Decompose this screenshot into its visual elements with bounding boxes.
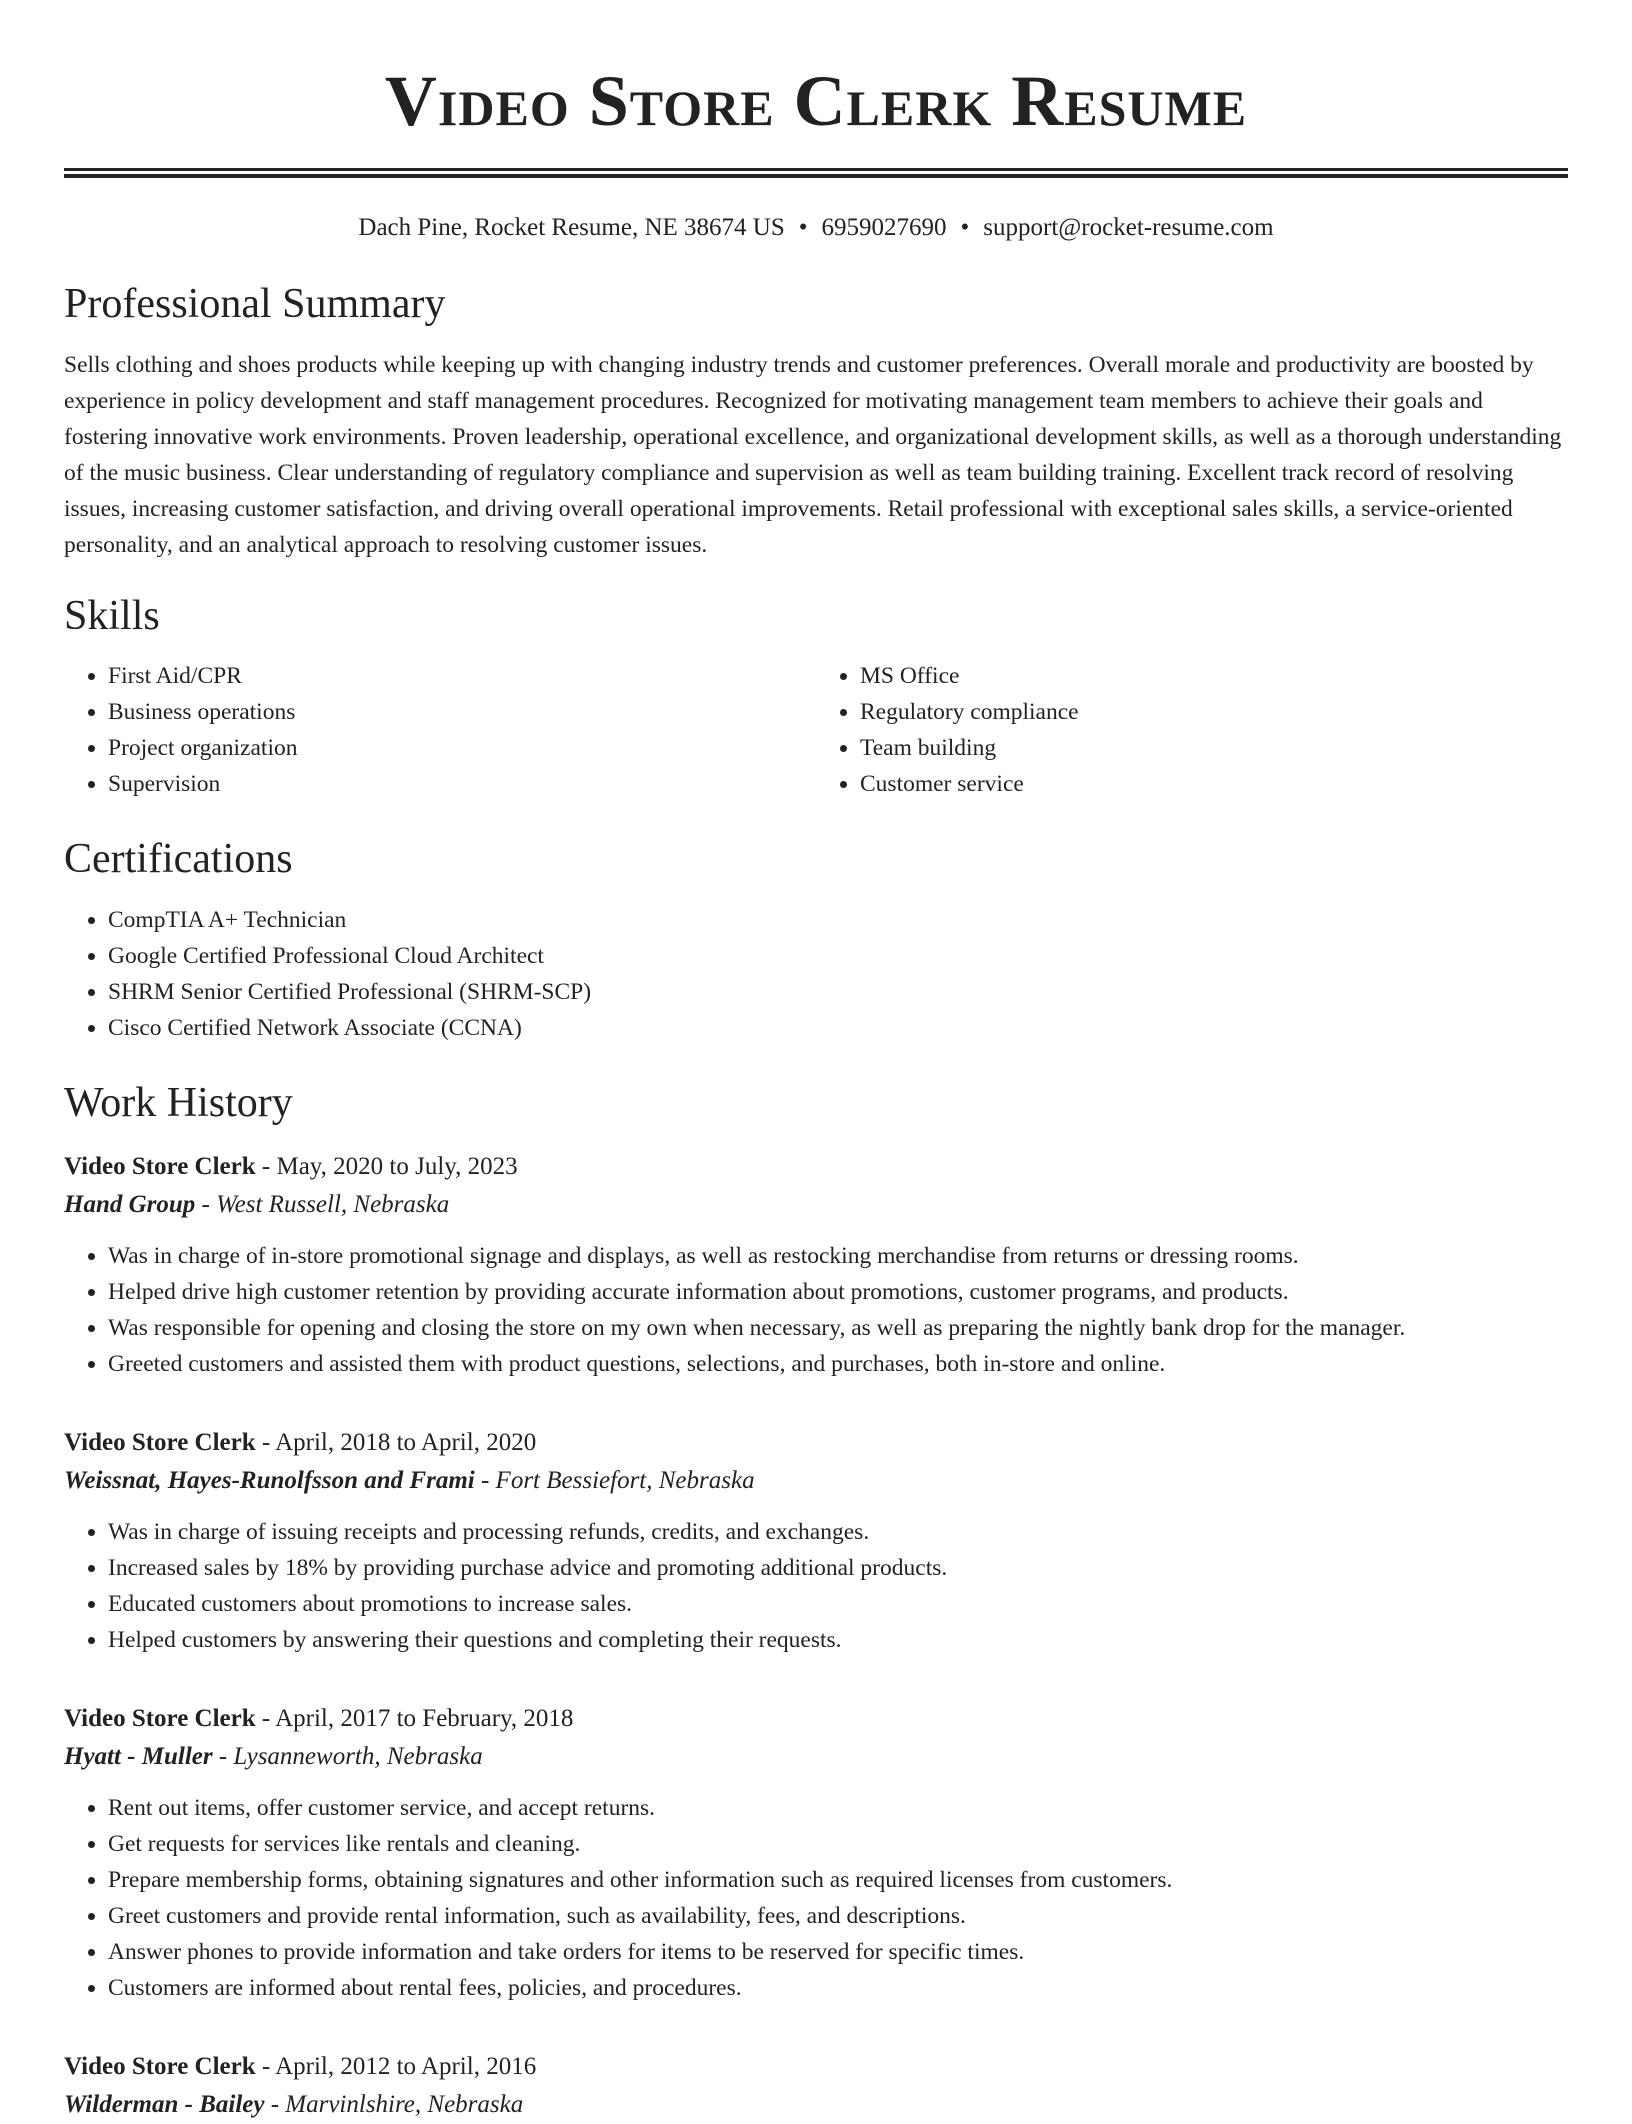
job-location: - Lysanneworth, Nebraska <box>218 1743 483 1771</box>
job-dates: - April, 2017 to February, 2018 <box>261 1705 574 1733</box>
job-bullets <box>64 1238 1568 1382</box>
certification-item: • Cisco Certified Network Associate (CCNA) <box>108 1010 1568 1046</box>
job-entry <box>64 1700 1568 2006</box>
job-header <box>64 1424 1568 1462</box>
skills-heading: Skills <box>64 593 160 640</box>
contact-email: support@rocket-resume.com <box>983 214 1274 242</box>
job-location: - West Russell, Nebraska <box>201 1191 450 1219</box>
certification-item: • SHRM Senior Certified Professional (SHRM-SCP) <box>108 974 1568 1010</box>
job-bullet: • Was in charge of issuing receipts and processing refunds, credits, and exchanges. <box>108 1514 1568 1550</box>
skills-columns <box>64 658 1568 802</box>
job-employer <box>64 1738 1568 1776</box>
job-location: - Fort Bessiefort, Nebraska <box>480 1467 755 1495</box>
job-header <box>64 1700 1568 1738</box>
resume-title: Video Store Clerk Resume <box>384 61 1248 141</box>
job-bullet: • Answer phones to provide information and take orders for items to be reserved for specific times. <box>108 1934 1568 1970</box>
skill-item: • First Aid/CPR <box>108 658 816 694</box>
job-bullets <box>64 1790 1568 2006</box>
job-bullet: • Educated customers about promotions to increase sales. <box>108 1586 1568 1622</box>
job-location: - Marvinlshire, Nebraska <box>270 2091 524 2119</box>
contact-line <box>64 212 1568 245</box>
job-role: Video Store Clerk <box>64 2053 256 2081</box>
skills-list-left <box>64 658 816 802</box>
job-bullet: • Greeted customers and assisted them with product questions, selections, and purchases, both in-store and online. <box>108 1346 1568 1382</box>
job-role: Video Store Clerk <box>64 1705 256 1733</box>
title-divider <box>64 168 1568 178</box>
job-role: Video Store Clerk <box>64 1153 256 1181</box>
contact-address: Dach Pine, Rocket Resume, NE 38674 US <box>358 214 785 242</box>
job-employer <box>64 1462 1568 1500</box>
skills-list-right <box>816 658 1568 802</box>
job-entry <box>64 1424 1568 1658</box>
job-role: Video Store Clerk <box>64 1429 256 1457</box>
job-dates: - April, 2012 to April, 2016 <box>261 2053 537 2081</box>
job-company: Hand Group <box>64 1191 196 1219</box>
job-bullet: • Was responsible for opening and closing the store on my own when necessary, as well as preparing the nightly bank drop for the manager. <box>108 1310 1568 1346</box>
job-bullet: • Customers are informed about rental fees, policies, and procedures. <box>108 1970 1568 2006</box>
job-employer <box>64 2086 1568 2124</box>
job-bullets <box>64 1514 1568 1658</box>
job-bullet: • Was in charge of in-store promotional signage and displays, as well as restocking merchandise from returns or dressing rooms. <box>108 1238 1568 1274</box>
summary-heading: Professional Summary <box>64 280 446 327</box>
job-company: Wilderman - Bailey <box>64 2091 265 2119</box>
job-header <box>64 2048 1568 2086</box>
contact-separator: • <box>960 214 970 242</box>
job-company: Weissnat, Hayes-Runolfsson and Frami <box>64 1467 475 1495</box>
job-bullet: • Greet customers and provide rental information, such as availability, fees, and descriptions. <box>108 1898 1568 1934</box>
skill-item: • Business operations <box>108 694 816 730</box>
skill-item: • Supervision <box>108 766 816 802</box>
work-history-heading: Work History <box>64 1080 293 1127</box>
job-bullet: • Prepare membership forms, obtaining signatures and other information such as required licenses from customers. <box>108 1862 1568 1898</box>
job-bullet: • Increased sales by 18% by providing purchase advice and promoting additional products. <box>108 1550 1568 1586</box>
skill-item: • Customer service <box>860 766 1568 802</box>
job-dates: - May, 2020 to July, 2023 <box>261 1153 518 1181</box>
job-employer <box>64 1186 1568 1224</box>
job-header <box>64 1148 1568 1186</box>
skill-item: • Regulatory compliance <box>860 694 1568 730</box>
skill-item: • Project organization <box>108 730 816 766</box>
certifications-heading: Certifications <box>64 835 293 882</box>
job-bullet: • Get requests for services like rentals and cleaning. <box>108 1826 1568 1862</box>
job-company: Hyatt - Muller <box>64 1743 213 1771</box>
job-entry <box>64 2048 1568 2124</box>
job-entry <box>64 1148 1568 1382</box>
certification-item: • Google Certified Professional Cloud Architect <box>108 938 1568 974</box>
skill-item: • Team building <box>860 730 1568 766</box>
job-bullet: • Helped customers by answering their questions and completing their requests. <box>108 1622 1568 1658</box>
job-dates: - April, 2018 to April, 2020 <box>261 1429 537 1457</box>
certifications-list <box>64 902 1568 1046</box>
summary-text: Sells clothing and shoes products while keeping up with changing industry trends and customer preferences. Overall morale and productivity are boosted by experience in policy development and staff management procedures. Recognized for motivating management team members to achieve their goals and fostering innovative work environments. Proven leadership, operational excellence, and organizational development skills, as well as a thorough understanding of the music business. Clear understanding of regulatory compliance and supervision as well as team building training. Excellent track record of resolving issues, increasing customer satisfaction, and driving overall operational improvements. Retail professional with exceptional sales skills, a service-oriented personality, and an analytical approach to resolving customer issues. <box>64 352 1562 559</box>
skill-item: • MS Office <box>860 658 1568 694</box>
contact-phone: 6959027690 <box>821 214 947 242</box>
job-bullet: • Helped drive high customer retention by providing accurate information about promotions, customer programs, and products. <box>108 1274 1568 1310</box>
job-bullet: • Rent out items, offer customer service, and accept returns. <box>108 1790 1568 1826</box>
certification-item: • CompTIA A+ Technician <box>108 902 1568 938</box>
contact-separator: • <box>798 214 808 242</box>
